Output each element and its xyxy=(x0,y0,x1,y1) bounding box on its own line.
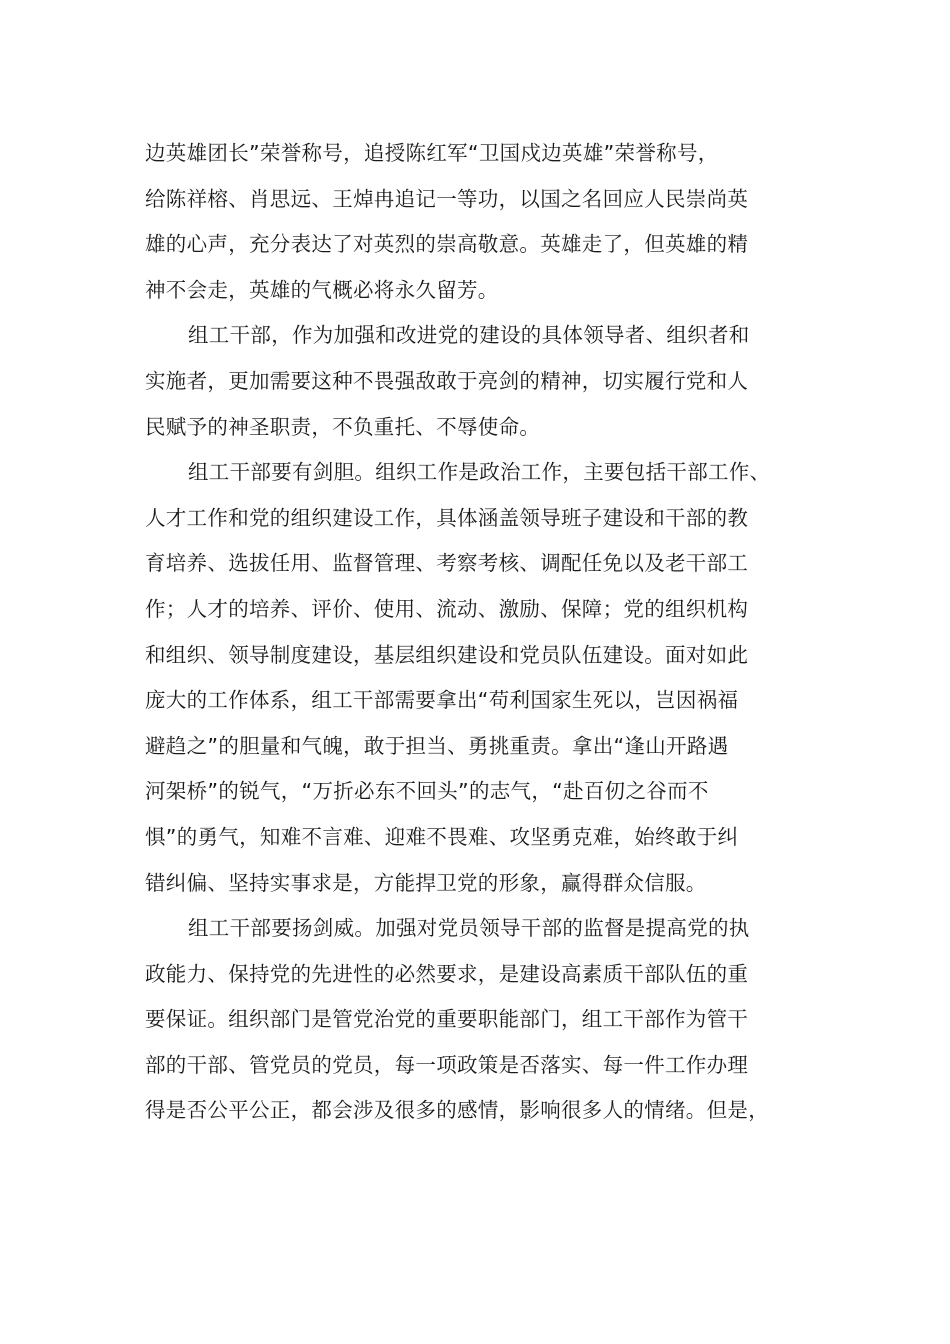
text-line: 神不会走，英雄的气概必将永久留芳。 xyxy=(145,277,499,302)
text-line: 作；人才的培养、评价、使用、流动、激励、保障；党的组织机构 xyxy=(145,596,749,621)
text-line: 错纠偏、坚持实事求是，方能捍卫党的形象，赢得群众信服。 xyxy=(145,870,707,895)
text-line: 要保证。组织部门是管党治党的重要职能部门，组工干部作为管干 xyxy=(145,1007,749,1032)
document-body xyxy=(145,131,805,1134)
text-line: 雄的心声，充分表达了对英烈的崇高敬意。英雄走了，但英雄的精 xyxy=(145,232,749,257)
text-line: 惧”的勇气，知难不言难、迎难不畏难、攻坚勇克难，始终敢于纠 xyxy=(145,824,739,849)
text-line: 育培养、选拔任用、监督管理、考察考核、调配任免以及老干部工 xyxy=(145,551,749,576)
text-line: 河架桥”的锐气，“万折必东不回头”的志气，“赴百仞之谷而不 xyxy=(145,779,709,804)
text-line: 给陈祥榕、肖思远、王焯冉追记一等功，以国之名回应人民崇尚英 xyxy=(145,186,749,211)
text-line: 部的干部、管党员的党员，每一项政策是否落实、每一件工作办理 xyxy=(145,1052,749,1077)
text-line: 实施者，更加需要这种不畏强敌敢于亮剑的精神，切实履行党和人 xyxy=(145,368,749,393)
text-line: 民赋予的神圣职责，不负重托、不辱使命。 xyxy=(145,414,541,439)
text-line: 和组织、领导制度建设，基层组织建设和党员队伍建设。面对如此 xyxy=(145,642,749,667)
paragraph-first-line: 组工干部要有剑胆。组织工作是政治工作，主要包括干部工作、 xyxy=(188,460,771,485)
paragraph-first-line: 组工干部，作为加强和改进党的建设的具体领导者、组织者和 xyxy=(188,323,750,348)
text-line: 避趋之”的胆量和气魄，敢于担当、勇挑重责。拿出“逢山开路遇 xyxy=(145,733,729,758)
text-line: 得是否公平公正，都会涉及很多的感情，影响很多人的情绪。但是， xyxy=(145,1098,769,1123)
paragraph-first-line: 组工干部要扬剑威。加强对党员领导干部的监督是提高党的执 xyxy=(188,916,750,941)
text-line: 政能力、保持党的先进性的必然要求，是建设高素质干部队伍的重 xyxy=(145,961,749,986)
text-line: 庞大的工作体系，组工干部需要拿出“苟利国家生死以，岂因祸福 xyxy=(145,688,739,713)
text-line: 边英雄团长”荣誉称号，追授陈红军“卫国戍边英雄”荣誉称号， xyxy=(145,141,719,165)
text-line: 人才工作和党的组织建设工作，具体涵盖领导班子建设和干部的教 xyxy=(145,505,749,530)
